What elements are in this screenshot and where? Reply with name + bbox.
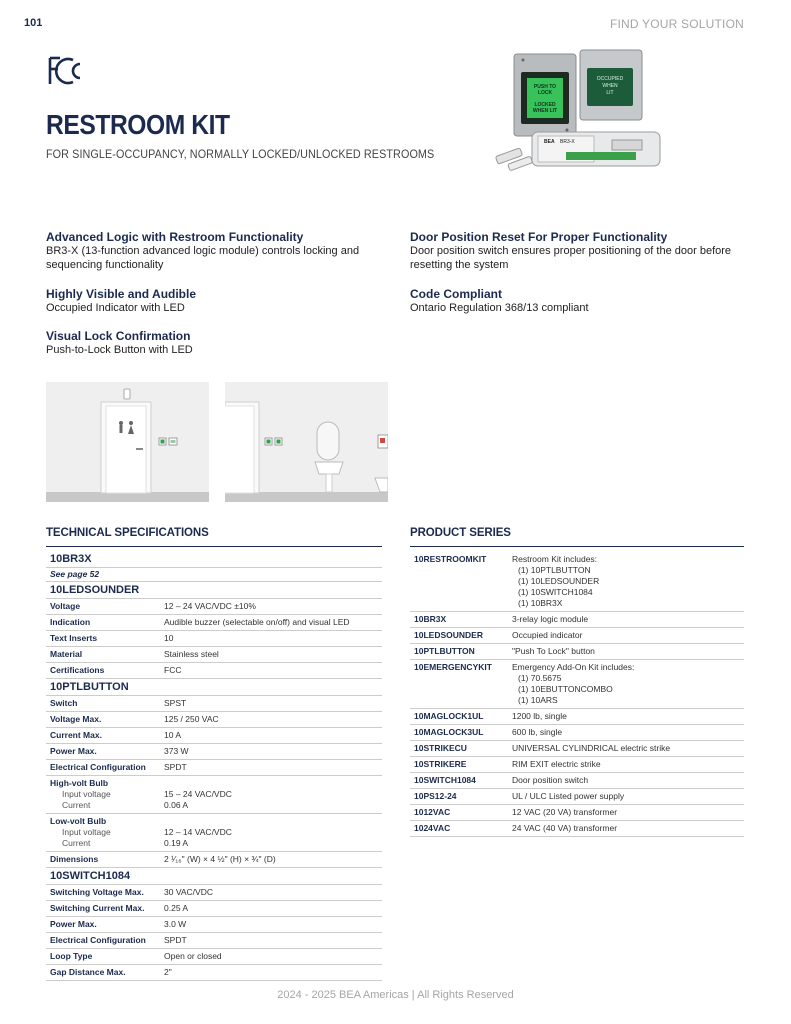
spec-value: SPDT bbox=[160, 760, 382, 776]
spec-row bbox=[46, 599, 382, 615]
footer-copyright: 2024 - 2025 BEA Americas | All Rights Reserved bbox=[277, 989, 514, 1001]
spec-key: Text Inserts bbox=[46, 631, 160, 647]
series-desc: 600 lb, single bbox=[508, 725, 744, 741]
indicator-text-1: OCCUPIED bbox=[596, 76, 624, 82]
series-desc: "Push To Lock" button bbox=[508, 644, 744, 660]
series-row bbox=[410, 805, 744, 821]
spec-row bbox=[46, 728, 382, 744]
spec-row bbox=[46, 631, 382, 647]
series-code: 10PS12-24 bbox=[410, 789, 508, 805]
series-code: 10STRIKERE bbox=[410, 757, 508, 773]
button-text-3: LOCKED bbox=[534, 102, 556, 108]
series-code: 10LEDSOUNDER bbox=[410, 628, 508, 644]
fcc-logo bbox=[47, 55, 87, 87]
feature-title: Highly Visible and Audible bbox=[46, 287, 197, 301]
series-code: 10MAGLOCK3UL bbox=[410, 725, 508, 741]
spec-value: Open or closed bbox=[160, 949, 382, 965]
feature-title: Advanced Logic with Restroom Functionality bbox=[46, 230, 304, 244]
spec-key bbox=[46, 776, 160, 814]
restroom-door-illustration bbox=[46, 382, 209, 502]
spec-row bbox=[46, 949, 382, 965]
spec-sub-value: 0.06 A bbox=[164, 800, 189, 810]
spec-value: 3.0 W bbox=[160, 917, 382, 933]
spec-key: Gap Distance Max. bbox=[46, 965, 160, 981]
spec-group-ledsounder bbox=[46, 582, 382, 599]
feature-lock-confirmation bbox=[46, 329, 391, 357]
series-row bbox=[410, 821, 744, 837]
series-code: 10BR3X bbox=[410, 612, 508, 628]
spec-value: 10 A bbox=[160, 728, 382, 744]
spec-sub-label: Input voltage bbox=[62, 789, 111, 799]
spec-value: SPDT bbox=[160, 933, 382, 949]
spec-sub-label: Input voltage bbox=[62, 827, 111, 837]
series-desc-text: Emergency Add-On Kit includes: bbox=[512, 662, 635, 672]
feature-body: Door position switch ensures proper positioning of the door before resetting the system bbox=[410, 245, 732, 271]
spec-key bbox=[46, 814, 160, 852]
spec-key: Voltage Max. bbox=[46, 712, 160, 728]
spec-key: Voltage bbox=[46, 599, 160, 615]
spec-value: 0.25 A bbox=[160, 901, 382, 917]
button-text-1: PUSH TO bbox=[533, 84, 557, 90]
spec-row bbox=[46, 696, 382, 712]
series-row bbox=[410, 741, 744, 757]
series-row-emergency bbox=[410, 660, 744, 709]
spec-sub-label: Current bbox=[62, 838, 91, 848]
spec-note bbox=[46, 568, 382, 582]
spec-key: Switching Voltage Max. bbox=[46, 885, 160, 901]
spec-key: Electrical Configuration bbox=[46, 933, 160, 949]
series-desc: 3-relay logic module bbox=[508, 612, 744, 628]
spec-value: Audible buzzer (selectable on/off) and visual LED bbox=[160, 615, 382, 631]
series-code: 10STRIKECU bbox=[410, 741, 508, 757]
spec-row bbox=[46, 744, 382, 760]
spec-key-label: High-volt Bulb bbox=[50, 778, 109, 788]
series-code: 10EMERGENCYKIT bbox=[410, 660, 508, 709]
spec-value: FCC bbox=[160, 663, 382, 679]
feature-body: Push-to-Lock Button with LED bbox=[46, 344, 193, 356]
series-row bbox=[410, 709, 744, 725]
spec-key-label: Low-volt Bulb bbox=[50, 816, 107, 826]
series-row bbox=[410, 628, 744, 644]
spec-row bbox=[46, 615, 382, 631]
feature-door-position-reset bbox=[410, 230, 755, 272]
spec-row bbox=[46, 663, 382, 679]
button-text-2: LOCK bbox=[537, 90, 553, 96]
spec-row bbox=[46, 901, 382, 917]
series-include: (1) 10EBUTTONCOMBO bbox=[518, 684, 613, 694]
group-name: 10PTLBUTTON bbox=[46, 679, 382, 696]
series-desc: Door position switch bbox=[508, 773, 744, 789]
spec-row bbox=[46, 760, 382, 776]
spec-row-low-volt bbox=[46, 814, 382, 852]
series-desc: 12 VAC (20 VA) transformer bbox=[508, 805, 744, 821]
spec-value: 10 bbox=[160, 631, 382, 647]
spec-group-ptlbutton bbox=[46, 679, 382, 696]
spec-group-br3x bbox=[46, 551, 382, 568]
spec-key: Switch bbox=[46, 696, 160, 712]
page-subtitle: FOR SINGLE-OCCUPANCY, NORMALLY LOCKED/UNLOCKED RESTROOMS bbox=[46, 147, 435, 161]
series-desc: Occupied indicator bbox=[508, 628, 744, 644]
page-title: RESTROOM KIT bbox=[46, 109, 230, 140]
spec-value: 12 – 24 VAC/VDC ±10% bbox=[160, 599, 382, 615]
series-desc: 24 VAC (40 VA) transformer bbox=[508, 821, 744, 837]
feature-body: BR3-X (13-function advanced logic module) controls locking and sequencing functionality bbox=[46, 245, 360, 271]
series-desc: RIM EXIT electric strike bbox=[508, 757, 744, 773]
feature-restroom-logic bbox=[46, 230, 391, 272]
series-include: (1) 70.5675 bbox=[518, 673, 562, 683]
spec-key: Indication bbox=[46, 615, 160, 631]
series-code: 10MAGLOCK1UL bbox=[410, 709, 508, 725]
spec-value: 30 VAC/VDC bbox=[160, 885, 382, 901]
series-row bbox=[410, 725, 744, 741]
feature-visible-audible bbox=[46, 287, 391, 315]
spec-value: 2" bbox=[160, 965, 382, 981]
feature-title: Door Position Reset For Proper Functionality bbox=[410, 230, 668, 244]
product-series-rule bbox=[410, 546, 744, 547]
group-name: 10LEDSOUNDER bbox=[46, 582, 382, 599]
series-include: (1) 10PTLBUTTON bbox=[518, 565, 591, 575]
series-row bbox=[410, 644, 744, 660]
spec-key: Electrical Configuration bbox=[46, 760, 160, 776]
spec-key: Power Max. bbox=[46, 917, 160, 933]
spec-key: Current Max. bbox=[46, 728, 160, 744]
series-include: (1) 10SWITCH1084 bbox=[518, 587, 593, 597]
indicator-text-2: WHEN bbox=[602, 83, 618, 89]
series-code: 10PTLBUTTON bbox=[410, 644, 508, 660]
note-text: See page 52 bbox=[46, 568, 382, 582]
series-row bbox=[410, 757, 744, 773]
spec-group-switch1084 bbox=[46, 868, 382, 885]
spec-value bbox=[160, 814, 382, 852]
feature-title: Code Compliant bbox=[410, 287, 502, 301]
series-include: (1) 10LEDSOUNDER bbox=[518, 576, 600, 586]
tech-specs-rule bbox=[46, 546, 382, 547]
series-code: 10SWITCH1084 bbox=[410, 773, 508, 789]
spec-row bbox=[46, 647, 382, 663]
spec-value: Stainless steel bbox=[160, 647, 382, 663]
button-text-4: WHEN LIT bbox=[532, 108, 558, 114]
indicator-text-3: LIT bbox=[606, 90, 614, 96]
series-include: (1) 10ARS bbox=[518, 695, 558, 705]
spec-key: Power Max. bbox=[46, 744, 160, 760]
spec-key: Material bbox=[46, 647, 160, 663]
feature-body: Ontario Regulation 368/13 compliant bbox=[410, 302, 589, 314]
spec-sub-label: Current bbox=[62, 800, 91, 810]
tech-specs-heading: TECHNICAL SPECIFICATIONS bbox=[46, 527, 209, 539]
spec-row-high-volt bbox=[46, 776, 382, 814]
spec-row bbox=[46, 852, 382, 868]
spec-value: 2 ¹⁄₁₆" (W) × 4 ½" (H) × ¾" (D) bbox=[160, 852, 382, 868]
series-row bbox=[410, 789, 744, 805]
series-code: 1012VAC bbox=[410, 805, 508, 821]
section-label: FIND YOUR SOLUTION bbox=[609, 17, 744, 31]
spec-value: SPST bbox=[160, 696, 382, 712]
feature-code-compliant bbox=[410, 287, 755, 315]
feature-title: Visual Lock Confirmation bbox=[46, 329, 191, 343]
series-include: (1) 10BR3X bbox=[518, 598, 563, 608]
module-model: BR3-X bbox=[560, 139, 575, 145]
page-number: 101 bbox=[24, 17, 43, 29]
spec-row bbox=[46, 933, 382, 949]
series-desc bbox=[508, 660, 744, 709]
spec-key: Switching Current Max. bbox=[46, 901, 160, 917]
series-desc: UL / ULC Listed power supply bbox=[508, 789, 744, 805]
group-name: 10SWITCH1084 bbox=[46, 868, 382, 885]
tech-specs-table bbox=[46, 551, 382, 981]
spec-sub-value: 0.19 A bbox=[164, 838, 189, 848]
series-code: 10RESTROOMKIT bbox=[410, 552, 508, 612]
series-desc bbox=[508, 552, 744, 612]
spec-key: Certifications bbox=[46, 663, 160, 679]
module-brand: BEA bbox=[544, 139, 555, 145]
series-desc: 1200 lb, single bbox=[508, 709, 744, 725]
product-image bbox=[494, 48, 664, 178]
feature-body: Occupied Indicator with LED bbox=[46, 302, 185, 314]
spec-value: 125 / 250 VAC bbox=[160, 712, 382, 728]
spec-row bbox=[46, 712, 382, 728]
spec-key: Loop Type bbox=[46, 949, 160, 965]
restroom-interior-illustration bbox=[225, 382, 388, 502]
spec-value bbox=[160, 776, 382, 814]
product-series-table bbox=[410, 552, 744, 837]
group-name: 10BR3X bbox=[46, 551, 382, 568]
spec-row bbox=[46, 885, 382, 901]
product-series-heading: PRODUCT SERIES bbox=[410, 527, 511, 539]
series-desc: UNIVERSAL CYLINDRICAL electric strike bbox=[508, 741, 744, 757]
series-row-kit bbox=[410, 552, 744, 612]
series-row bbox=[410, 773, 744, 789]
spec-sub-value: 15 – 24 VAC/VDC bbox=[164, 789, 232, 799]
spec-row bbox=[46, 965, 382, 981]
spec-value: 373 W bbox=[160, 744, 382, 760]
series-desc-text: Restroom Kit includes: bbox=[512, 554, 598, 564]
series-row bbox=[410, 612, 744, 628]
series-code: 1024VAC bbox=[410, 821, 508, 837]
spec-key: Dimensions bbox=[46, 852, 160, 868]
spec-sub-value: 12 – 14 VAC/VDC bbox=[164, 827, 232, 837]
spec-row bbox=[46, 917, 382, 933]
